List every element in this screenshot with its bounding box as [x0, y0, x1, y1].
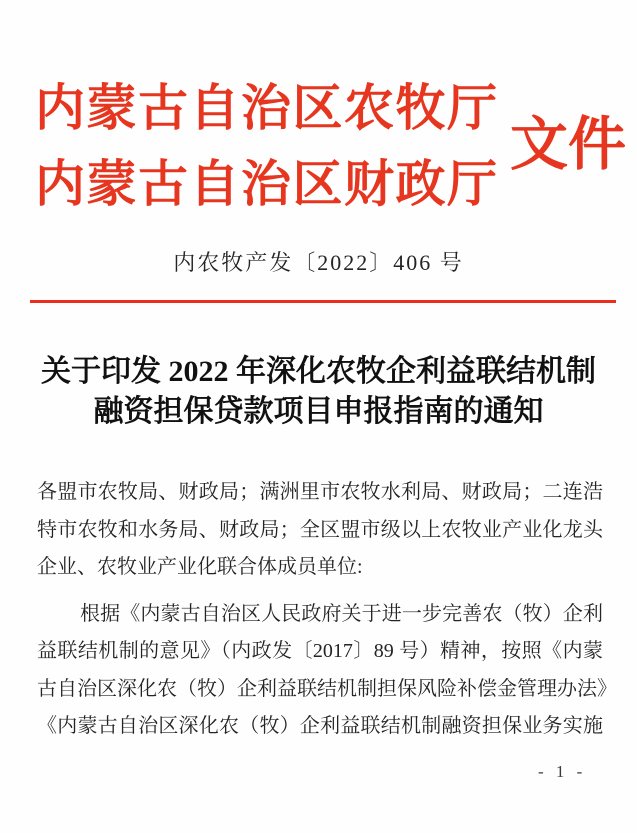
document-body: [37, 474, 617, 746]
document-title-line-2: 融资担保贷款项目申报指南的通知: [93, 395, 544, 428]
body-line: 各盟市农牧局、财政局；满洲里市农牧水利局、财政局；二连浩: [37, 481, 603, 503]
letterhead-agency-2: 内蒙古自治区财政厅: [35, 156, 497, 212]
document-reference-number: 内农牧产发〔2022〕406 号: [173, 250, 464, 275]
body-line: 古自治区深化农（牧）企利益联结机制担保风险补偿金管理办法》: [37, 677, 617, 700]
body-line: 根据《内蒙古自治区人民政府关于进一步完善农（牧）企利: [80, 602, 603, 625]
letterhead-agency-1: 内蒙古自治区农牧厅: [35, 80, 497, 136]
page-number: - 1 -: [538, 762, 587, 781]
letterhead-doc-type-label: 文件: [510, 112, 627, 177]
red-divider-line: [30, 300, 616, 303]
document-title-line-1: 关于印发 2022 年深化农牧企利益联结机制: [41, 355, 596, 388]
body-line: 企业、农牧业产业化联合体成员单位:: [37, 556, 363, 578]
body-line: 特市农牧和水务局、财政局；全区盟市级以上农牧业产业化龙头: [37, 518, 603, 541]
body-line: 益联结机制的意见》（内政发〔2017〕89 号）精神，按照《内蒙: [37, 640, 603, 662]
document-title: [0, 352, 637, 432]
body-line: 《内蒙古自治区深化农（牧）企利益联结机制融资担保业务实施: [37, 715, 603, 737]
